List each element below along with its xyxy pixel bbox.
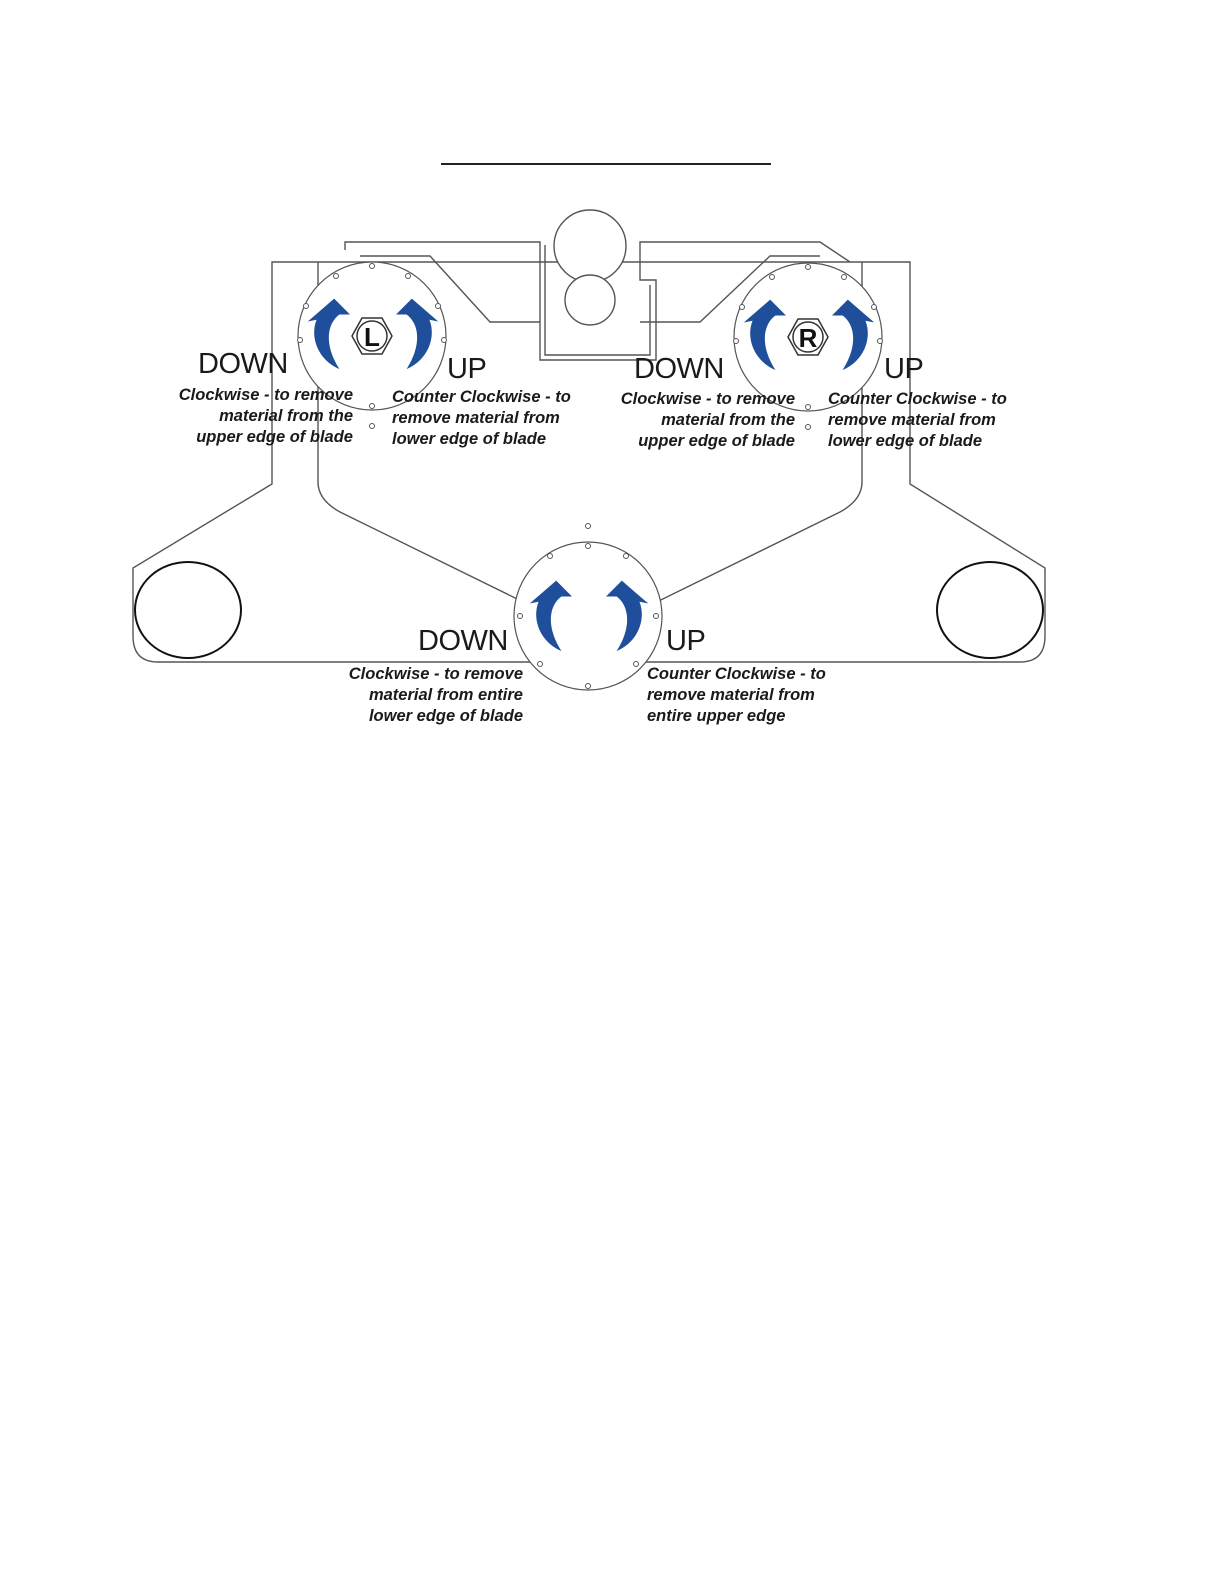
left-wheel <box>135 562 241 658</box>
bottom-up-label: UP <box>666 625 706 657</box>
right-down-description: Clockwise - to remove material from the upper edge of blade <box>620 390 795 450</box>
right-down-label: DOWN <box>634 353 724 385</box>
left-up-description: Counter Clockwise - to remove material from lower edge of blade <box>392 388 571 448</box>
bottom-up-description: Counter Clockwise - to remove material from entire upper edge <box>647 665 826 725</box>
right-up-label: UP <box>884 353 924 385</box>
left-up-label: UP <box>447 353 487 385</box>
bottom-down-label: DOWN <box>418 625 508 657</box>
right-up-description: Counter Clockwise - to remove material from lower edge of blade <box>828 390 1007 450</box>
right-hex-letter: R <box>798 323 818 353</box>
center-knob <box>554 210 626 325</box>
bottom-down-description: Clockwise - to remove material from entire lower edge of blade <box>348 665 523 725</box>
left-down-label: DOWN <box>198 348 288 380</box>
bottom-adjuster <box>514 524 662 691</box>
left-hex-letter: L <box>364 322 380 352</box>
left-down-description: Clockwise - to remove material from the upper edge of blade <box>178 386 353 446</box>
right-wheel <box>937 562 1043 658</box>
